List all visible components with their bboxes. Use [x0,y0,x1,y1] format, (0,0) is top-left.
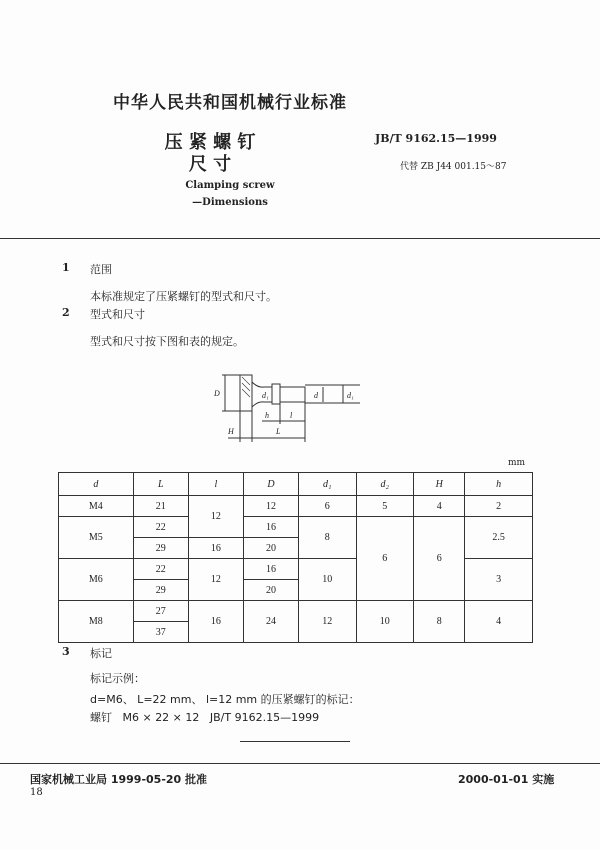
sec3-num: 3 [62,645,70,658]
dimensions-table [58,472,533,643]
cell: 2 [465,496,533,517]
standard-number: JB/T 9162.15—1999 [375,132,497,145]
cell: 16 [188,601,243,643]
cell: 20 [243,538,298,559]
cell: M8 [59,601,134,643]
cell: 6 [414,517,465,601]
sec2-body: 型式和尺寸按下图和表的规定。 [90,335,244,348]
cell: 12 [299,601,357,643]
cell: 37 [133,622,188,643]
header-cell: d₂ [356,473,414,496]
effective-date: 2000-01-01 实施 [458,773,555,786]
cell: 12 [188,496,243,538]
cell: 5 [356,496,414,517]
table-row [59,517,533,538]
cell: 12 [243,496,298,517]
title-en-2: —Dimensions [192,197,268,208]
clamping-screw-drawing [200,360,360,450]
cell: 24 [243,601,298,643]
sec2-title: 型式和尺寸 [90,308,145,321]
cell: 16 [243,517,298,538]
cell: 16 [243,559,298,580]
cell: 12 [188,559,243,601]
replaces-note: 代替 ZB J44 001.15～87 [400,162,507,172]
label-l: l [290,411,293,420]
header-cell: L [133,473,188,496]
title-en-1: Clamping screw [185,180,275,191]
cell: 4 [414,496,465,517]
example-mark: 螺钉 M6 × 22 × 12 JB/T 9162.15—1999 [90,711,320,724]
label-h: h [265,411,269,420]
title-cn-2: 尺 寸 [188,154,232,175]
header-rule [0,238,600,239]
cell: 4 [465,601,533,643]
cell: M4 [59,496,134,517]
issuer: 国家机械工业局 1999-05-20 批准 [30,773,208,786]
title-cn-1: 压 紧 螺 钉 [164,132,256,153]
cell: 8 [414,601,465,643]
cell: 22 [133,559,188,580]
sec1-title: 范围 [90,263,112,276]
header-cell: l [188,473,243,496]
cell: 29 [133,538,188,559]
sec1-num: 1 [62,261,70,274]
cell: 16 [188,538,243,559]
header-cell: D [243,473,298,496]
table-row [59,496,533,517]
header-cell: H [414,473,465,496]
cell: 27 [133,601,188,622]
cell: 21 [133,496,188,517]
cell: 8 [299,517,357,559]
unit-label: mm [508,458,526,468]
cell: M5 [59,517,134,559]
sec1-body: 本标准规定了压紧螺钉的型式和尺寸。 [90,290,277,303]
footer-rule [0,763,600,764]
end-rule [240,741,350,742]
sec3-title: 标记 [90,647,112,660]
cell: 6 [299,496,357,517]
sec2-num: 2 [62,306,70,319]
header-cell: d₁ [299,473,357,496]
cell: M6 [59,559,134,601]
cell: 6 [356,517,414,601]
example-label: 标记示例： [90,672,145,685]
label-L: L [276,427,281,436]
table-row [59,601,533,622]
label-D: D [214,389,220,398]
table-header [59,473,533,496]
cell: 10 [356,601,414,643]
header-cell: d [59,473,134,496]
label-H: H [228,427,234,436]
page-number: 18 [30,787,43,798]
example-desc: d=M6、 L=22 mm、 l=12 mm 的压紧螺钉的标记： [90,693,360,706]
org-title: 中华人民共和国机械行业标准 [113,93,347,113]
label-d: d [314,391,318,400]
cell: 22 [133,517,188,538]
label-d1: d₁ [262,391,269,400]
cell: 3 [465,559,533,601]
cell: 20 [243,580,298,601]
cell: 29 [133,580,188,601]
label-d1-right: d₁ [347,391,354,400]
header-cell: h [465,473,533,496]
cell: 2.5 [465,517,533,559]
cell: 10 [299,559,357,601]
